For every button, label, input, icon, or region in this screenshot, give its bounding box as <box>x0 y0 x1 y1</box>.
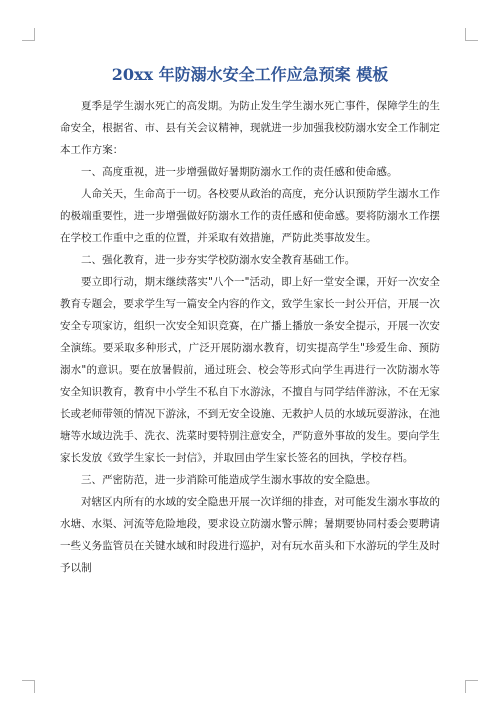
page-corner-mark-bottom-right <box>465 680 478 693</box>
paragraph-section-1: 人命关天，生命高于一切。各校要从政治的高度，充分认识预防学生溺水工作的极端重要性，进一步增强做好防溺水工作的责任感和使命感。要将防溺水工作摆在学校工作重中之重的位置，并采取有效措施，严防此类事故发生。 <box>60 188 440 244</box>
document-body <box>60 95 440 579</box>
page-corner-mark-bottom-left <box>22 680 35 693</box>
paragraph-section-2: 要立即行动，期末继续落实"八个一"活动，即上好一堂安全课，开好一次安全教育专题会，要求学生写一篇安全内容的作文，致学生家长一封公开信，开展一次安全专项家访，组织一次安全知识竞赛，在广播上播放一条安全提示，开展一次安全演练。要采取多种形式，广泛开展防溺水教育，切实提高学生"珍爱生命、预防溺水"的意识。要在放暑假前，通过班会、校会等形式向学生再进行一次防溺水等安全知识教育，教育中小学生不私自下水游泳，不擅自与同学结伴游泳，不在无家长或老师带领的情况下游泳，不到无安全设施、无救护人员的水域玩耍游泳，在池塘等水域边洗手、洗衣、洗菜时要特别注意安全，严防意外事故的发生。要向学生家长发放《致学生家长一封信》，并取回由学生家长签名的回执，学校存档。 <box>60 276 440 464</box>
paragraph-intro: 夏季是学生溺水死亡的高发期。为防止发生学生溺水死亡事件，保障学生的生命安全，根据省、市、县有关会议精神，现就进一步加强我校防溺水安全工作制定本工作方案： <box>60 100 440 156</box>
paragraph-section-3: 对辖区内所有的水域的安全隐患开展一次详细的排查，对可能发生溺水事故的水塘、水渠、河流等危险地段，要求设立防溺水警示牌；暑期要协同村委会要聘请一些义务监管员在关键水域和时段进行巡护，对有玩水苗头和下水游玩的学生及时予以制 <box>60 496 440 574</box>
section-heading-1: 一、高度重视，进一步增强做好暑期防溺水工作的责任感和使命感。 <box>81 166 398 178</box>
page-corner-mark-top-right <box>465 28 478 41</box>
section-heading-3: 三、严密防范，进一步消除可能造成学生溺水事故的安全隐患。 <box>81 474 377 486</box>
page-corner-mark-top-left <box>22 28 35 41</box>
section-heading-2: 二、强化教育，进一步夯实学校防溺水安全教育基础工作。 <box>81 254 356 266</box>
document-title: 20xx 年防溺水安全工作应急预案 模板 <box>111 65 389 84</box>
